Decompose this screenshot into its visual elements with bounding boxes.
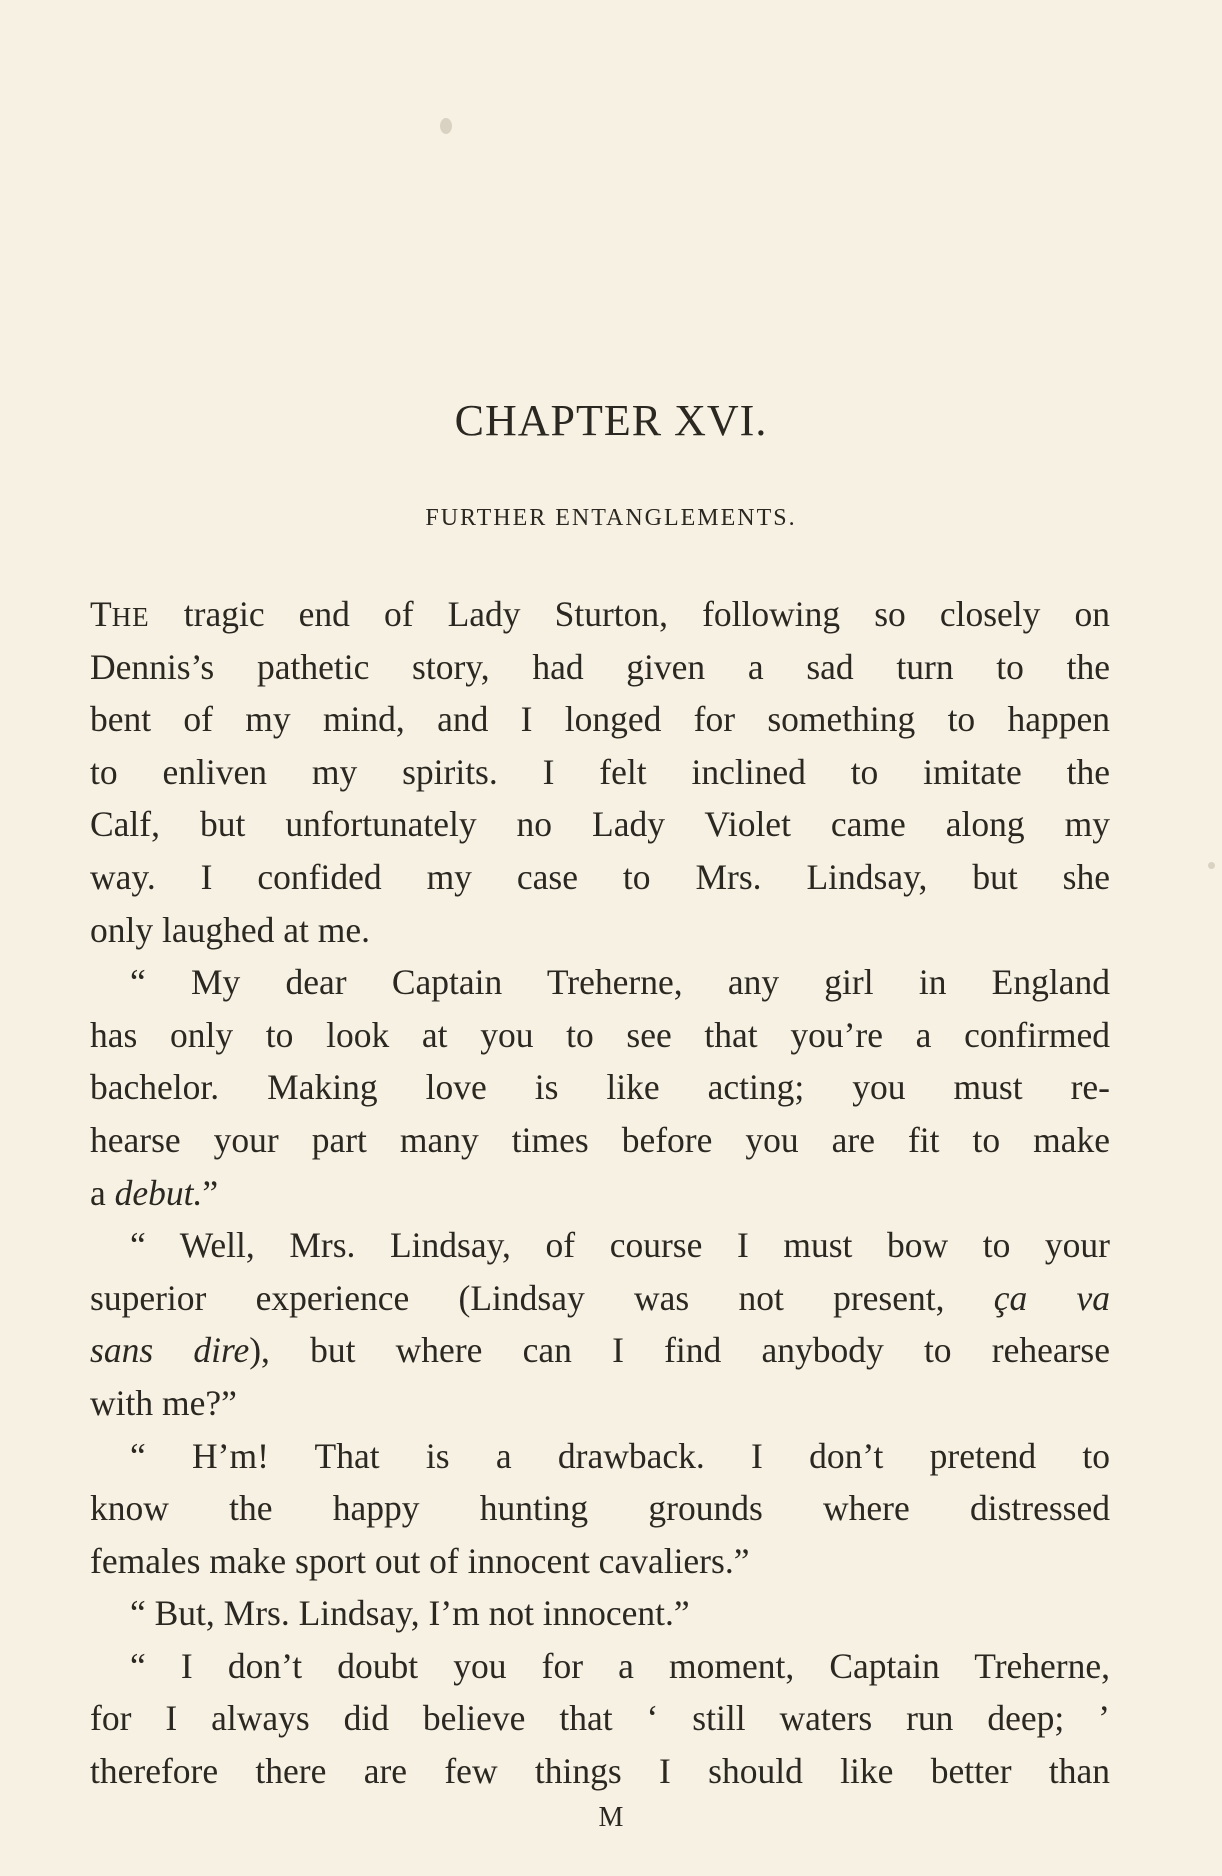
line-text: ” [202,1172,219,1213]
text-line: for I always did believe that ‘ still waters run deep; ’ [90,1698,1110,1739]
text-line: females make sport out of innocent cavaliers.” [90,1540,750,1581]
text-line: “ H’m! That is a drawback. I don’t pretend to [130,1435,1110,1476]
line-text: tragic end of Lady Sturton, following so closely on [149,594,1110,634]
italic-text: debut. [114,1172,203,1213]
text-line: only laughed at me. [90,909,370,950]
text-line: Dennis’s pathetic story, had given a sad turn to the [90,646,1110,687]
body-text [90,588,1110,1798]
small-caps-rest: HE [111,602,150,632]
signature-mark: M [598,1802,624,1833]
text-line: “ But, Mrs. Lindsay, I’m not innocent.” [130,1593,690,1634]
text-line: way. I confided my case to Mrs. Lindsay, but she [90,856,1110,897]
italic-text: ça va [993,1277,1111,1318]
text-line: “ Well, Mrs. Lindsay, of course I must bow to your [130,1225,1110,1266]
text-line: know the happy hunting grounds where distressed [90,1488,1110,1529]
text-line: bent of my mind, and I longed for something to happen [90,699,1110,740]
text-line: Calf, but unfortunately no Lady Violet came along my [90,804,1110,845]
chapter-title: CHAPTER XVI. [454,396,768,445]
line-text: a [90,1172,115,1213]
text-line [90,588,1110,641]
text-line [90,1272,1110,1325]
line-text: ), but where can I find anybody to rehearse [249,1330,1110,1371]
text-line: has only to look at you to see that you’re a confirmed [90,1014,1110,1055]
text-line [90,1167,1110,1220]
paper-speck [1208,862,1215,869]
text-line: “ I don’t doubt you for a moment, Captain Treherne, [130,1645,1110,1686]
text-line: “ My dear Captain Treherne, any girl in England [130,962,1110,1003]
chapter-subtitle: FURTHER ENTANGLEMENTS. [425,505,797,531]
paper-speck [440,118,452,134]
text-line: therefore there are few things I should like better than [90,1751,1110,1792]
text-line: to enliven my spirits. I felt inclined to imitate the [90,751,1110,792]
text-line: hearse your part many times before you are fit to make [90,1119,1110,1160]
italic-text: sans dire [90,1330,250,1371]
text-line: bachelor. Making love is like acting; you must re- [90,1067,1110,1108]
small-caps-initial: T [90,594,112,634]
text-line: with me?” [90,1382,237,1423]
text-line [90,1324,1110,1377]
line-text: superior experience (Lindsay was not present, [90,1277,994,1318]
